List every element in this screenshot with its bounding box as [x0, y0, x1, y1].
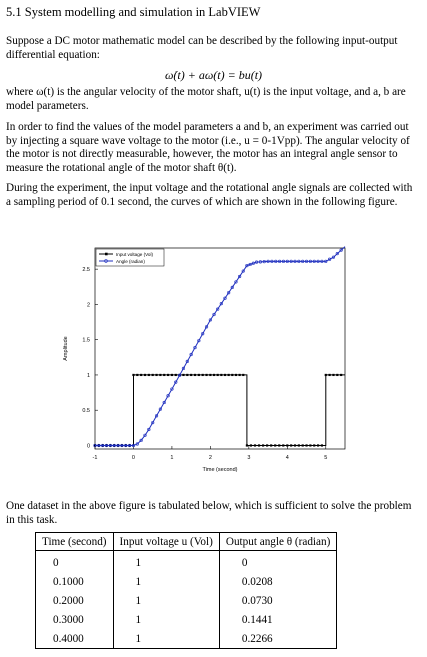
input-voltage-point [231, 374, 233, 376]
input-voltage-point [336, 374, 338, 376]
x-tick-label: 3 [247, 455, 251, 461]
input-voltage-point [332, 374, 334, 376]
where-paragraph: where ω(t) is the angular velocity of the motor shaft, u(t) is the input voltage, and a, b are model parameters. [6, 86, 406, 112]
input-voltage-point [136, 374, 138, 376]
input-voltage-point [329, 374, 331, 376]
plot-frame [95, 248, 345, 449]
input-voltage-point [250, 444, 252, 446]
cell-voltage: 1 [113, 551, 219, 573]
input-voltage-point [155, 374, 157, 376]
input-voltage-point [213, 374, 215, 376]
y-tick-label: 1 [86, 372, 90, 379]
cell-angle: 0.1441 [219, 610, 336, 629]
cell-voltage: 1 [113, 610, 219, 629]
table-header-row [36, 533, 337, 551]
input-voltage-point [140, 374, 142, 376]
input-voltage-point [340, 374, 342, 376]
y-tick-label: 0 [86, 443, 90, 450]
cell-time: 0.3000 [36, 610, 114, 629]
cell-angle: 0.0730 [219, 591, 336, 610]
input-voltage-point [294, 444, 296, 446]
input-voltage-point [282, 444, 284, 446]
cell-time: 0.4000 [36, 629, 114, 649]
x-tick-label: 2 [208, 455, 212, 461]
sampling-paragraph: During the experiment, the input voltage and the rotational angle signals are collected with a sampling period of 0.1 second, the curves of which are shown in the following figure. [6, 182, 413, 208]
table-row [36, 551, 337, 573]
input-voltage-point [132, 374, 134, 376]
input-voltage-point [258, 444, 260, 446]
input-voltage-point [262, 444, 264, 446]
input-voltage-point [186, 374, 188, 376]
input-voltage-point [217, 374, 219, 376]
table-row [36, 629, 337, 649]
input-voltage-point [298, 444, 300, 446]
input-voltage-point [163, 374, 165, 376]
input-voltage-point [313, 444, 315, 446]
input-voltage-point [290, 444, 292, 446]
x-tick-label: 1 [170, 455, 174, 461]
input-voltage-point [325, 374, 327, 376]
x-axis-label: Time (second) [202, 467, 238, 473]
input-voltage-point [209, 374, 211, 376]
input-voltage-point [266, 444, 268, 446]
input-voltage-point [224, 374, 226, 376]
input-voltage-point [205, 374, 207, 376]
input-voltage-point [171, 374, 173, 376]
dataset-table [35, 532, 337, 649]
input-voltage-point [148, 374, 150, 376]
cell-voltage: 1 [113, 572, 219, 591]
input-voltage-point [286, 444, 288, 446]
input-voltage-point [321, 444, 323, 446]
x-tick-label: 4 [285, 455, 289, 461]
differential-equation: ω̇(t) + aω(t) = bu(t) [164, 68, 263, 82]
table-row [36, 572, 337, 591]
legend-label: Angle (radian) [116, 258, 145, 264]
x-tick-label: 5 [324, 455, 328, 461]
cell-angle: 0.2266 [219, 629, 336, 649]
input-voltage-point [235, 374, 237, 376]
input-voltage-point [202, 374, 204, 376]
motor-response-chart [0, 244, 427, 476]
cell-voltage: 1 [113, 629, 219, 649]
header-output-angle: Output angle θ (radian) [219, 533, 336, 551]
input-voltage-point [309, 444, 311, 446]
input-voltage-point [246, 444, 248, 446]
cell-time: 0.1000 [36, 572, 114, 591]
x-tick-label: 0 [131, 455, 135, 461]
input-voltage-point [278, 444, 280, 446]
angle-line [95, 247, 345, 446]
input-voltage-point [167, 374, 169, 376]
input-voltage-point [274, 444, 276, 446]
section-title: 5.1 System modelling and simulation in LabVIEW [6, 5, 261, 19]
input-voltage-point [228, 374, 230, 376]
y-tick-label: 2.5 [82, 267, 90, 274]
input-voltage-line [95, 375, 345, 446]
cell-angle: 0.0208 [219, 572, 336, 591]
input-voltage-point [144, 374, 146, 376]
x-tick-label: -1 [92, 455, 98, 461]
header-input-voltage: Input voltage u (Vol) [113, 533, 219, 551]
dataset-paragraph: One dataset in the above figure is tabulated below, which is sufficient to solve the problem in this task. [6, 500, 412, 526]
header-time: Time (second) [36, 533, 114, 551]
cell-angle: 0 [219, 551, 336, 573]
experiment-paragraph: In order to find the values of the model parameters a and b, an experiment was carried out by injecting a square wave voltage to the motor (i.e., u = 0-1Vpp). The angular velocity of the motor is not directly measurable, however, the motor has an integral angle sensor to measure the rotational angle of the motor shaft θ(t). [6, 121, 410, 174]
input-voltage-point [302, 444, 304, 446]
input-voltage-point [220, 374, 222, 376]
table-row [36, 591, 337, 610]
input-voltage-point [305, 444, 307, 446]
y-tick-label: 0.5 [82, 408, 90, 415]
y-tick-label: 1.5 [82, 337, 90, 344]
input-voltage-point [175, 374, 177, 376]
input-voltage-point [159, 374, 161, 376]
cell-time: 0.2000 [36, 591, 114, 610]
input-voltage-point [194, 374, 196, 376]
input-voltage-point [254, 444, 256, 446]
input-voltage-point [242, 374, 244, 376]
input-voltage-point [198, 374, 200, 376]
input-voltage-point [190, 374, 192, 376]
input-voltage-point [317, 444, 319, 446]
intro-paragraph: Suppose a DC motor mathematic model can be described by the following input-output differential equation: [6, 35, 398, 61]
input-voltage-point [152, 374, 154, 376]
input-voltage-point [239, 374, 241, 376]
input-voltage-point [270, 444, 272, 446]
y-axis-label: Amplitude [63, 336, 69, 361]
cell-voltage: 1 [113, 591, 219, 610]
legend-label: Input voltage (Vol) [116, 251, 154, 257]
cell-time: 0 [36, 551, 114, 573]
legend-marker [105, 253, 108, 256]
table-row [36, 610, 337, 629]
y-tick-label: 2 [86, 302, 90, 309]
input-voltage-point [182, 374, 184, 376]
